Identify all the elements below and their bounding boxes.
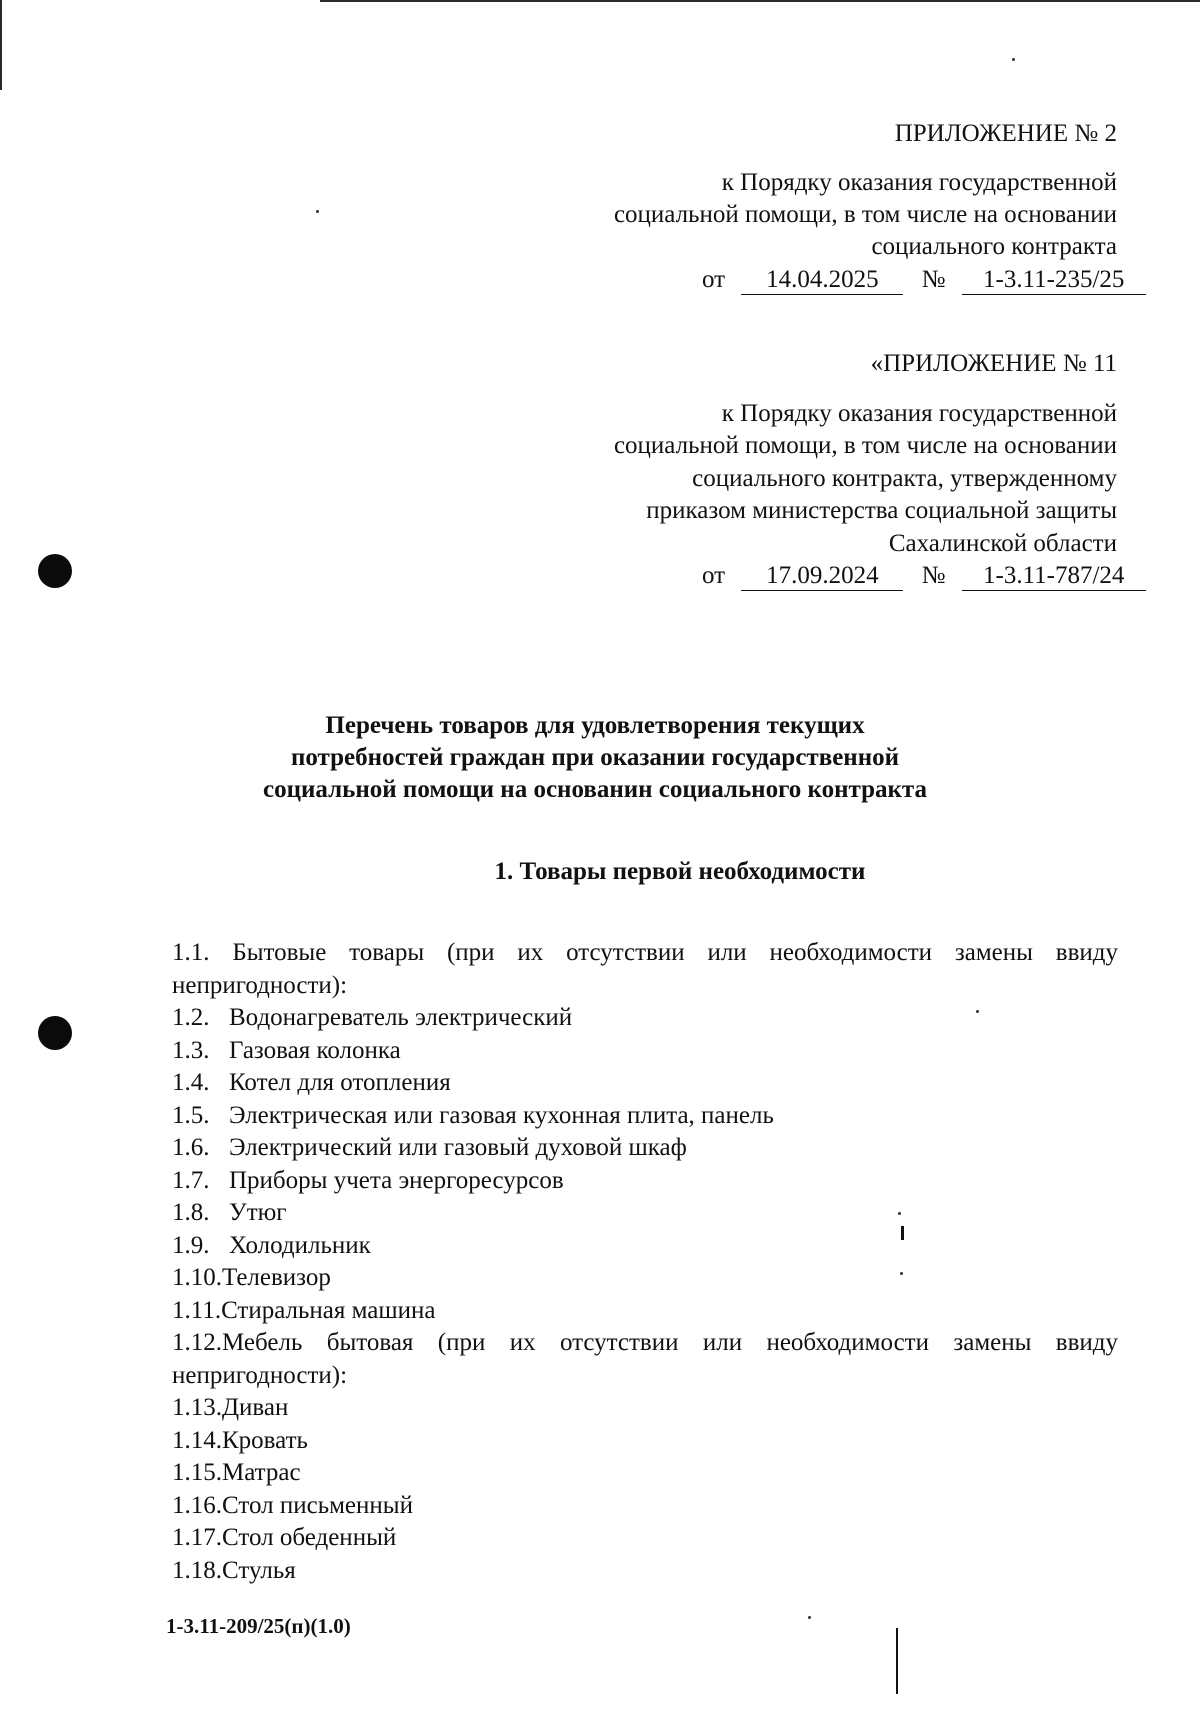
item-number: 1.15. xyxy=(172,1459,222,1486)
list-item-1-3 xyxy=(172,1035,1118,1068)
item-text: Утюг xyxy=(229,1199,287,1226)
appendix-11-line2: социальной помощи, в том числе на основании xyxy=(613,432,1117,459)
item-text: Стол письменный xyxy=(222,1492,413,1519)
item-text: Матрас xyxy=(222,1459,301,1486)
item-number: 1.9. xyxy=(172,1232,210,1259)
item-number: 1.1. xyxy=(172,939,210,966)
item-text: Электрическая или газовая кухонная плита, панель xyxy=(229,1102,774,1129)
list-item-1-5 xyxy=(172,1100,1118,1133)
item-number: 1.4. xyxy=(172,1069,210,1096)
item-text-continued: непригодности): xyxy=(172,1362,348,1389)
list-item-1-8 xyxy=(172,1197,1118,1230)
item-text-continued: непригодности): xyxy=(172,972,348,999)
list-item-1-16 xyxy=(172,1490,1118,1523)
scan-speck xyxy=(1012,58,1015,61)
list-item-1-12 xyxy=(172,1327,1118,1360)
list-item-1-6 xyxy=(172,1132,1118,1165)
item-text: Телевизор xyxy=(222,1264,331,1291)
list-item-1-11 xyxy=(172,1295,1118,1328)
appendix-11-date: 17.09.2024 xyxy=(741,562,903,591)
item-text: Котел для отопления xyxy=(229,1069,451,1096)
punch-hole-lower xyxy=(38,1016,72,1050)
list-item-1-2 xyxy=(172,1002,1118,1035)
list-item-1-9 xyxy=(172,1230,1118,1263)
item-number: 1.5. xyxy=(172,1102,210,1129)
number-sign: № xyxy=(921,266,946,293)
item-number: 1.2. xyxy=(172,1004,210,1031)
document-code-footer: 1-3.11-209/25(п)(1.0) xyxy=(166,1614,351,1638)
scan-speck xyxy=(808,1616,811,1619)
item-number: 1.10. xyxy=(172,1264,222,1291)
scan-top-edge xyxy=(320,0,1200,2)
item-number: 1.16. xyxy=(172,1492,222,1519)
ot-label: от xyxy=(702,562,726,589)
document-title-line1: Перечень товаров для удовлетворения текущих xyxy=(325,712,865,739)
section-1-heading: 1. Товары первой необходимости xyxy=(494,858,866,885)
list-item-1-17 xyxy=(172,1522,1118,1555)
appendix-2-date: 14.04.2025 xyxy=(741,266,903,295)
appendix-11-line3: социального контракта, утвержденному xyxy=(692,465,1117,492)
document-title-line2: потребностей граждан при оказании государственной xyxy=(290,744,900,771)
item-number: 1.14. xyxy=(172,1427,222,1454)
scan-speck xyxy=(316,210,319,213)
appendix-11-line4: приказом министерства социальной защиты xyxy=(646,497,1117,524)
appendix-11-number: 1-3.11-787/24 xyxy=(962,562,1146,591)
item-text: Газовая колонка xyxy=(229,1037,401,1064)
list-item-1-1-cont xyxy=(172,970,1118,1003)
appendix-11-title: «ПРИЛОЖЕНИЕ № 11 xyxy=(870,350,1117,377)
appendix-2-line3: социального контракта xyxy=(871,233,1117,260)
list-item-1-13 xyxy=(172,1392,1118,1425)
list-item-1-15 xyxy=(172,1457,1118,1490)
appendix-11-date-line xyxy=(702,561,1146,591)
item-number: 1.13. xyxy=(172,1394,222,1421)
item-text: Стиральная машина xyxy=(221,1297,436,1324)
appendix-11-line1: к Порядку оказания государственной xyxy=(721,400,1117,427)
list-item-1-18 xyxy=(172,1555,1118,1588)
item-number: 1.6. xyxy=(172,1134,210,1161)
item-number: 1.11. xyxy=(172,1297,222,1324)
appendix-11-line5: Сахалинской области xyxy=(888,530,1117,557)
appendix-2-date-line xyxy=(702,265,1146,295)
item-number: 1.18. xyxy=(172,1557,222,1584)
list-item-1-7 xyxy=(172,1165,1118,1198)
list-item-1-12-cont xyxy=(172,1360,1118,1393)
item-text: Мебель бытовая (при их отсутствии или необходимости замены ввиду xyxy=(222,1329,1118,1356)
item-number: 1.8. xyxy=(172,1199,210,1226)
list-item-1-14 xyxy=(172,1425,1118,1458)
item-text: Электрический или газовый духовой шкаф xyxy=(229,1134,687,1161)
appendix-2-number: 1-3.11-235/25 xyxy=(962,266,1146,295)
scan-mark xyxy=(896,1628,898,1694)
number-sign: № xyxy=(921,562,946,589)
item-number: 1.7. xyxy=(172,1167,210,1194)
item-text: Стол обеденный xyxy=(222,1524,397,1551)
appendix-2-line2: социальной помощи, в том числе на основании xyxy=(613,201,1117,228)
item-text: Холодильник xyxy=(229,1232,371,1259)
ot-label: от xyxy=(702,266,726,293)
item-number: 1.17. xyxy=(172,1524,222,1551)
item-text: Стулья xyxy=(222,1557,296,1584)
item-text: Диван xyxy=(222,1394,289,1421)
list-item-1-1 xyxy=(172,937,1118,970)
list-item-1-10 xyxy=(172,1262,1118,1295)
item-number: 1.12. xyxy=(172,1329,222,1356)
document-title-line3: социальной помощи на основанин социального контракта xyxy=(262,776,928,803)
item-text: Кровать xyxy=(222,1427,308,1454)
item-text: Приборы учета энергоресурсов xyxy=(229,1167,564,1194)
item-number-and-text xyxy=(172,1329,1118,1356)
item-text: Бытовые товары (при их отсутствии или необходимости замены ввиду xyxy=(232,939,1119,966)
punch-hole-upper xyxy=(38,554,72,588)
appendix-2-line1: к Порядку оказания государственной xyxy=(721,169,1117,196)
list-item-1-4 xyxy=(172,1067,1118,1100)
item-number: 1.3. xyxy=(172,1037,210,1064)
scan-left-edge xyxy=(0,0,2,90)
appendix-2-title: ПРИЛОЖЕНИЕ № 2 xyxy=(894,120,1117,147)
item-text: Водонагреватель электрический xyxy=(229,1004,573,1031)
